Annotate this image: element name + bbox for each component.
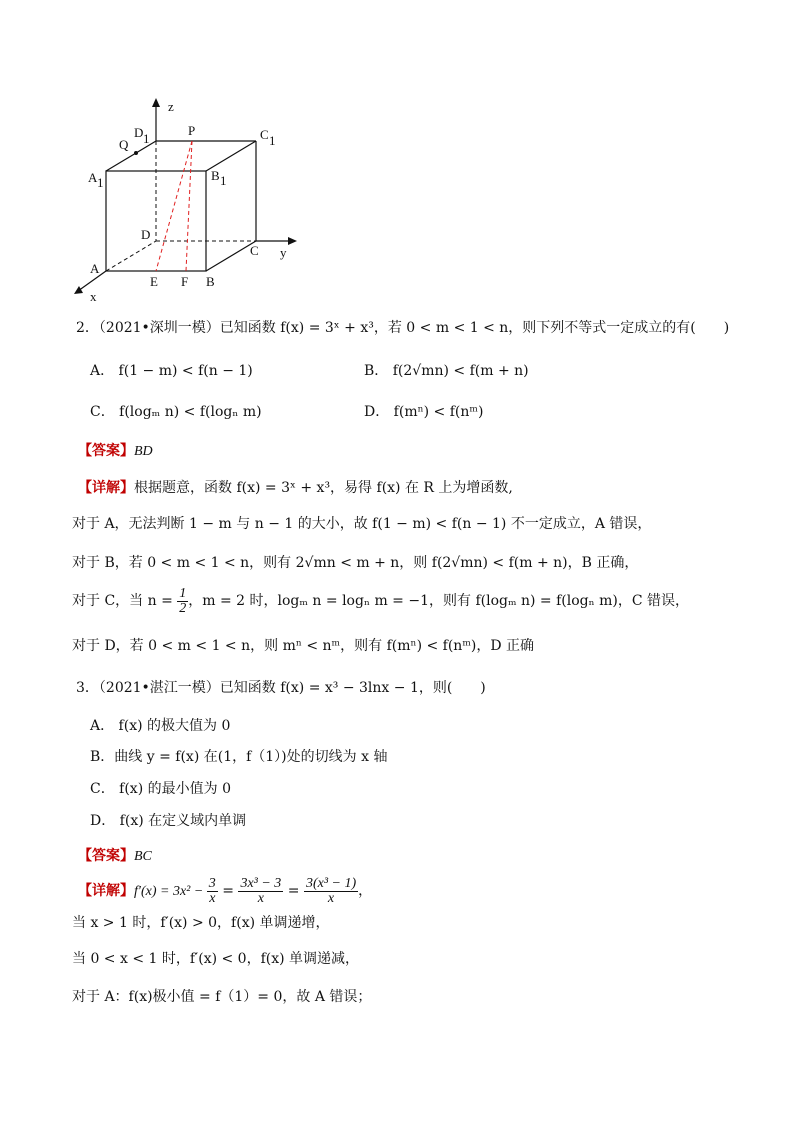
edge-b1-c1 (206, 141, 256, 171)
q3-detail-row (78, 875, 372, 908)
red-line-p-f (186, 141, 192, 271)
q3-line-2: 当 0 < x < 1 时，f′(x) < 0，f(x) 单调递减， (72, 951, 360, 967)
q2-detail-line-4b: ，m = 2 时，logₘ n = logₙ m = −1，则有 f(logₘ n) = f(logₙ m)，C 错误， (188, 593, 690, 609)
q2-answer-row (78, 441, 153, 462)
q3-frac-3 (304, 877, 358, 906)
frac-num: 3x³ − 3 (240, 875, 282, 891)
label-a: A (90, 261, 100, 276)
q3-frac-2 (238, 877, 283, 906)
q2-option-a: A． f(1 − m) < f(n − 1) (90, 363, 253, 379)
q3-option-a: A． f(x) 的极大值为 0 (90, 718, 231, 734)
label-d1: D (134, 125, 144, 140)
label-d: D (141, 227, 151, 242)
label-f: F (181, 274, 189, 289)
frac-num: 1 (179, 585, 187, 601)
q3-answer: BC (134, 849, 152, 864)
q3-stem: 3．（2021•湛江一模）已知函数 f(x) = x³ − 3lnx − 1，则( ) (76, 680, 486, 696)
label-z: z (168, 99, 174, 114)
label-e: E (150, 274, 158, 289)
edge-b-c (206, 241, 256, 271)
q2-detail-line-5: 对于 D，若 0 < m < 1 < n，则 mⁿ < nᵐ，则有 f(mⁿ) < f(nᵐ)，D 正确 (72, 638, 535, 654)
q3-line-3: 对于 A：f(x)极小值 = f（1）= 0，故 A 错误； (72, 989, 372, 1005)
q2-option-c: C． f(logₘ n) < f(logₙ m) (90, 404, 262, 420)
cube-figure (70, 95, 310, 305)
label-b1-sub: 1 (220, 173, 227, 188)
q2-fraction-half (177, 587, 188, 616)
y-arrow-icon (288, 237, 297, 245)
q2-option-b: B． f(2√mn) < f(m + n) (364, 363, 529, 379)
q3-comma: ， (358, 883, 373, 899)
frac-den: 2 (179, 600, 187, 616)
q3-eq-2: = (283, 883, 304, 899)
frac-den: x (209, 890, 216, 906)
x-arrow-icon (74, 286, 83, 294)
q3-option-b: B．曲线 y = f(x) 在(1，f（1）)处的切线为 x 轴 (90, 749, 388, 765)
frac-den: x (257, 890, 264, 906)
q3-frac-1 (207, 877, 218, 906)
label-a1-sub: 1 (97, 175, 104, 190)
q3-answer-row (78, 846, 152, 867)
q3-detail-tag: 【详解】 (78, 883, 134, 899)
frac-den: x (327, 890, 335, 906)
frac-num: 3(x³ − 1) (305, 875, 357, 891)
q3-option-d: D． f(x) 在定义域内单调 (90, 813, 247, 829)
label-d1-sub: 1 (143, 131, 150, 146)
frac-num: 3 (208, 875, 216, 891)
q3-option-c: C． f(x) 的最小值为 0 (90, 781, 231, 797)
q2-stem: 2．（2021•深圳一模）已知函数 f(x) = 3ˣ + x³，若 0 < m < 1 < n，则下列不等式一定成立的有( ) (76, 320, 730, 336)
label-p: P (188, 123, 196, 138)
q3-eq-1: = (217, 883, 239, 899)
q2-detail-line-4a: 对于 C，当 n = (72, 593, 178, 609)
q2-detail-line-3: 对于 B，若 0 < m < 1 < n，则有 2√mn < m + n，则 f(2√mn) < f(m + n)，B 正确， (72, 555, 639, 571)
hidden-edge-a-d (106, 241, 156, 271)
label-b: B (206, 274, 215, 289)
q2-option-d: D． f(mⁿ) < f(nᵐ) (364, 404, 484, 420)
label-c: C (250, 243, 259, 258)
label-y: y (280, 245, 287, 260)
z-arrow-icon (152, 98, 160, 107)
q3-answer-tag: 【答案】 (78, 848, 134, 864)
red-line-p-e (156, 141, 192, 271)
q2-detail-tag: 【详解】 (78, 480, 134, 496)
q3-derivative: f′(x) = 3x² − (134, 884, 207, 899)
q2-detail-line-4 (72, 586, 689, 616)
label-x: x (90, 289, 97, 304)
point-q (134, 151, 138, 155)
label-b1: B (211, 168, 220, 183)
q2-detail-row (78, 478, 513, 498)
label-q: Q (119, 137, 129, 152)
q2-detail-line-1: 根据题意，函数 f(x) = 3ˣ + x³，易得 f(x) 在 R 上为增函数, (134, 480, 513, 496)
label-c1: C (260, 127, 269, 142)
label-c1-sub: 1 (269, 133, 276, 148)
label-a1: A (88, 170, 98, 185)
q2-answer-tag: 【答案】 (78, 443, 134, 459)
q3-line-1: 当 x > 1 时，f′(x) > 0，f(x) 单调递增， (72, 915, 330, 931)
q2-answer: BD (134, 444, 153, 459)
q2-detail-line-2: 对于 A，无法判断 1 − m 与 n − 1 的大小，故 f(1 − m) < f(n − 1) 不一定成立，A 错误， (72, 516, 652, 532)
